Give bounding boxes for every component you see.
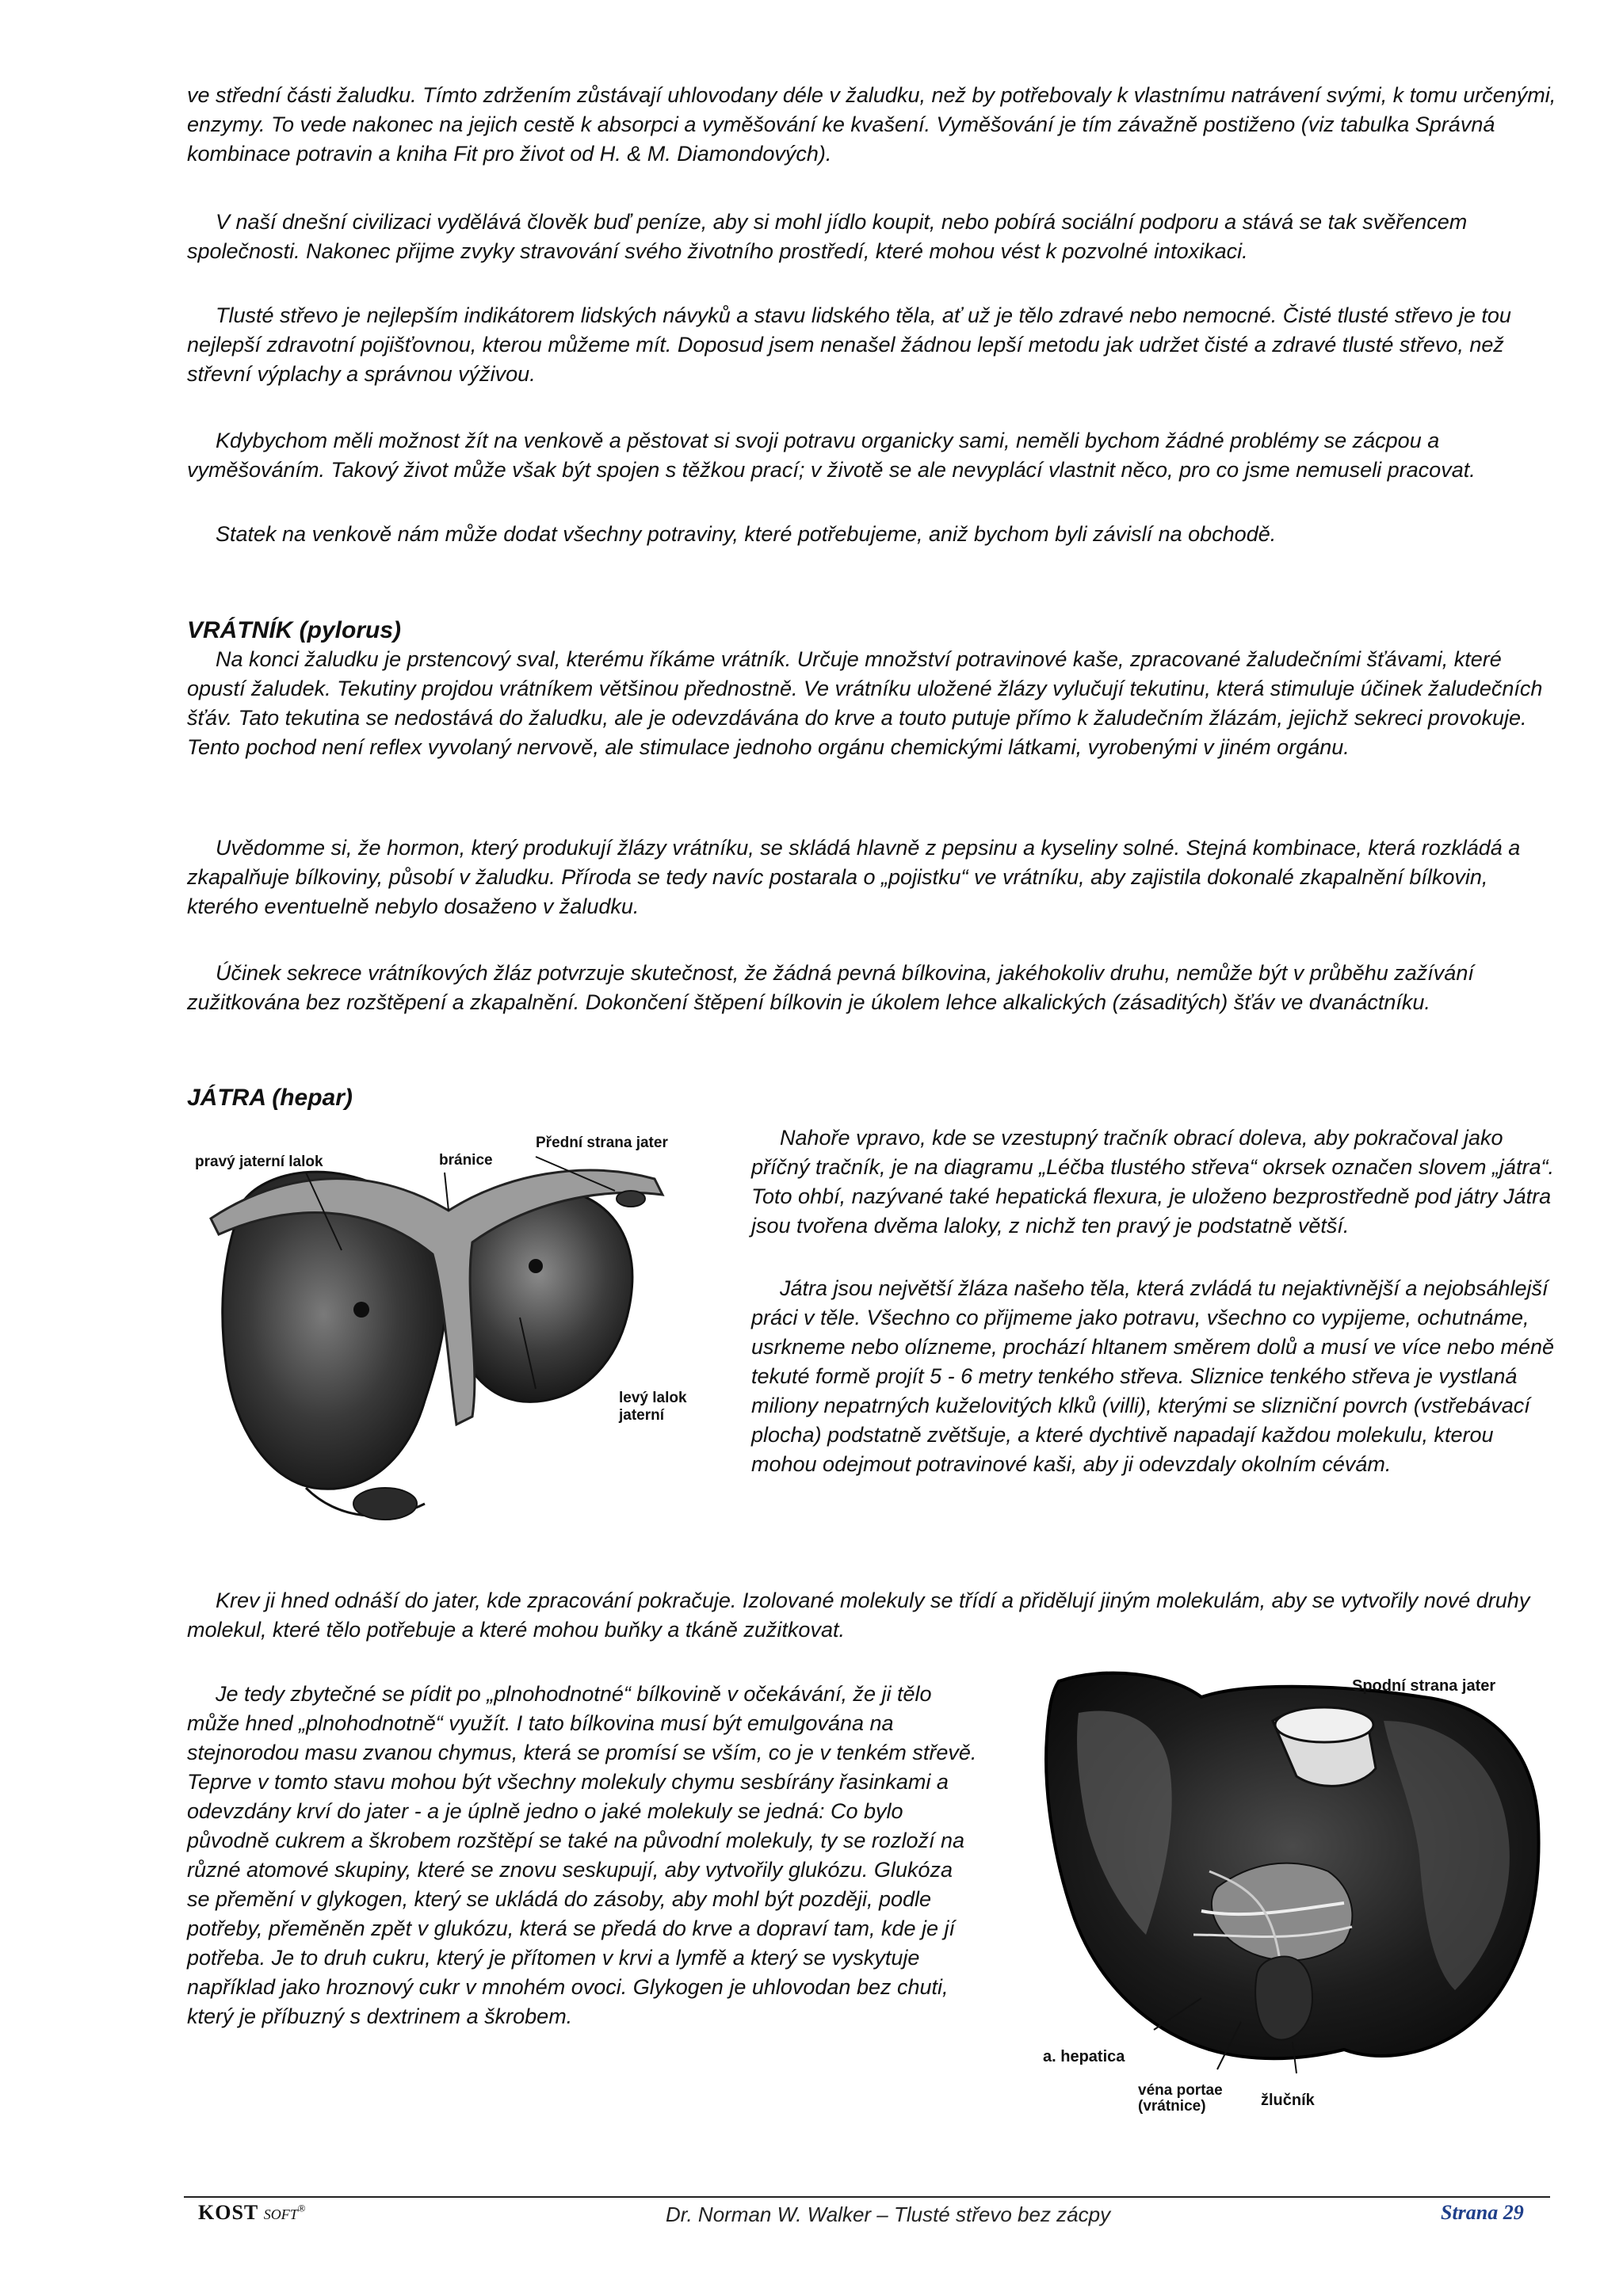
label-diaphragm: bránice: [439, 1152, 493, 1169]
footer-rule: [184, 2196, 1550, 2198]
liver-front-figure: [187, 1116, 702, 1543]
footer-logo: [198, 2201, 306, 2225]
footer-page-number: Strana 29: [1441, 2201, 1524, 2224]
heading-pylorus: VRÁTNÍK (pylorus): [187, 617, 401, 643]
label-hepatic-artery: a. hepatica: [1043, 2048, 1125, 2065]
paragraph-pylorus-1: Na konci žaludku je prstencový sval, kterému říkáme vrátník. Určuje množství potravinové kaše, zpracované žaludečními šťávami, které opustí žaludek. Tekutiny projdou vrátníkem většinou přednostně. Ve vrátníku uložené žlázy vylučují tekutinu, která stimuluje účinek žaludečních šťáv. Tato tekutina se nedostává do žaludku, ale je odevzdávána do krve a touto putuje přímo k žaludečním žlázám, jejichž sekreci provokuje. Tento pochod není reflex vyvolaný nervově, ale stimulace jednoho orgánu chemickými látkami, vyrobenými v jiném orgánu.: [187, 647, 1543, 759]
paragraph-civilization: V naší dnešní civilizaci vydělává člověk buď peníze, aby si mohl jídlo koupit, nebo pobírá sociální podporu a stává se tak svěřencem společnosti. Nakonec přijme zvyky stravování svého životního prostředí, které mohou vést k pozvolné intoxikaci.: [187, 210, 1468, 263]
footer-logo-sub: SOFT: [263, 2206, 298, 2222]
label-left-lobe-2: jaterní: [619, 1407, 665, 1424]
paragraph-countryside: Kdybychom měli možnost žít na venkově a pěstovat si svoji potravu organicky sami, neměli bychom žádné problémy se zácpou a vyměšováním. Takový život může však být spojen s těžkou prací; v životě se ale nevyplácí vlastnit něco, pro co jsme nemuseli pracovat.: [187, 429, 1476, 482]
footer-title: Dr. Norman W. Walker – Tlusté střevo bez zácpy: [666, 2203, 1111, 2226]
label-portal-vein-2: (vrátnice): [1138, 2098, 1206, 2115]
label-bottom-liver: Spodní strana jater: [1352, 1677, 1496, 1695]
paragraph-liver-right-2: Játra jsou největší žláza našeho těla, která zvládá tu nejaktivnější a nejobsáhlejší práci v těle. Všechno co přijmeme jako potravu, všechno co vypijeme, ochutnáme, usrkneme nebo olízneme, prochází hltanem směrem dolů a musí ve více nebo méně tekuté formě projít 5 - 6 metry tenkého střeva. Sliznice tenkého střeva je vystlaná miliony nepatrných kuželovitých klků (villi), kterými se slizniční povrch (vstřebávací plocha) podstatně zvětšuje, a které dychtivě napadají každou molekulu, kterou mohou odejmout potravinové kaši, aby ji odevzdaly okolním cévám.: [751, 1276, 1555, 1476]
label-left-lobe-1: levý lalok: [619, 1390, 687, 1406]
label-front-liver: Přední strana jater: [536, 1135, 668, 1151]
paragraph-pylorus-2: Uvědomme si, že hormon, který produkují žlázy vrátníku, se skládá hlavně z pepsinu a kyseliny solné. Stejná kombinace, která rozkládá a zkapalňuje bílkoviny, působí v žaludku. Příroda se tedy navíc postarala o „pojistku“ ve vrátníku, aby zajistila dokonalé zkapalnění bílkovin, kterého eventuelně nebylo dosaženo v žaludku.: [187, 836, 1521, 918]
label-right-lobe: pravý jaterní lalok: [195, 1154, 323, 1170]
paragraph-colon-indicator: Tlusté střevo je nejlepším indikátorem lidských návyků a stavu lidského těla, ať už je tělo zdravé nebo nemocné. Čisté tlusté střevo je tou nejlepší zdravotní pojišťovnou, kterou můžeme mít. Doposud jsem nenašel žádnou lepší metodu jak udržet čisté a zdravé tlusté střevo, než střevní výplachy a správnou výživou.: [187, 303, 1511, 386]
paragraph-blood-to-liver: Krev ji hned odnáší do jater, kde zpracování pokračuje. Izolované molekuly se třídí a přidělují jiným molekulám, aby se vytvořily nové druhy molekul, které tělo potřebuje a které mohou buňky a tkáně zužitkovat.: [187, 1589, 1530, 1642]
label-portal-vein-1: véna portae: [1138, 2082, 1223, 2099]
heading-liver: JÁTRA (hepar): [187, 1085, 353, 1111]
paragraph-protein: Je tedy zbytečné se pídit po „plnohodnotné“ bílkovině v očekávání, že ji tělo může hned „plnohodnotně“ využít. I tato bílkovina musí být emulgována na stejnorodou masu zvanou chymus, která se promísí se vším, co je v tenkém střevě. Teprve v tomto stavu mohou být všechny molekuly chymu sesbírány řasinkami a odevzdány krví do jater - a je úplně jedno o jaké molekuly se jedná: Co bylo původně cukrem a škrobem rozštěpí se také na původní molekuly, ty se rozloží na různé atomové skupiny, které se znovu seskupují, aby vytvořily glukózu. Glukóza se přemění v glykogen, který se ukládá do zásoby, aby mohl být později, podle potřeby, přeměněn zpět v glukózu, která se předá do krve a dopraví tam, kde je jí potřeba. Je to druh cukru, který je přítomen v krvi a lymfě a který se vyskytuje například jako hroznový cukr v mnohém ovoci. Glykogen je uhlovodan bez chuti, který je příbuzný s dextrinem a škrobem.: [187, 1682, 977, 2028]
paragraph-pylorus-3: Účinek sekrece vrátníkových žláz potvrzuje skutečnost, že žádná pevná bílkovina, jakéhokoliv druhu, nemůže být v průběhu zažívání zužitkována bez rozštěpení a zkapalnění. Dokončení štěpení bílkovin je úkolem lehce alkalických (zásaditých) šťáv ve dvanáctníku.: [187, 961, 1474, 1014]
footer-logo-main: KOST: [198, 2201, 259, 2224]
label-gallbladder: žlučník: [1261, 2092, 1315, 2109]
paragraph-farm: Statek na venkově nám může dodat všechny potraviny, které potřebujeme, aniž bychom byli závislí na obchodě.: [216, 522, 1277, 546]
liver-bottom-figure: [1011, 1650, 1558, 2149]
footer-logo-reg: ®: [297, 2202, 306, 2214]
paragraph-liver-right-1: Nahoře vpravo, kde se vzestupný tračník obrací doleva, aby pokračoval jako příčný tračník, je na diagramu „Léčba tlustého střeva“ okrsek označen slovem „játra“. Toto ohbí, nazývané také hepatická flexura, je uloženo bezprostředně pod játry Játra jsou tvořena dvěma laloky, z nichž ten pravý je podstatně větší.: [751, 1126, 1554, 1238]
paragraph-stomach-continued: ve střední části žaludku. Tímto zdržením zůstávají uhlovodany déle v žaludku, než by potřebovaly k vlastnímu natrávení svými, k tomu určenými, enzymy. To vede nakonec na jejich cestě k absorpci a vyměšování ke kvašení. Vyměšování je tím závažně postiženo (viz tabulka Správná kombinace potravin a kniha Fit pro život od H. & M. Diamondových).: [187, 83, 1556, 166]
